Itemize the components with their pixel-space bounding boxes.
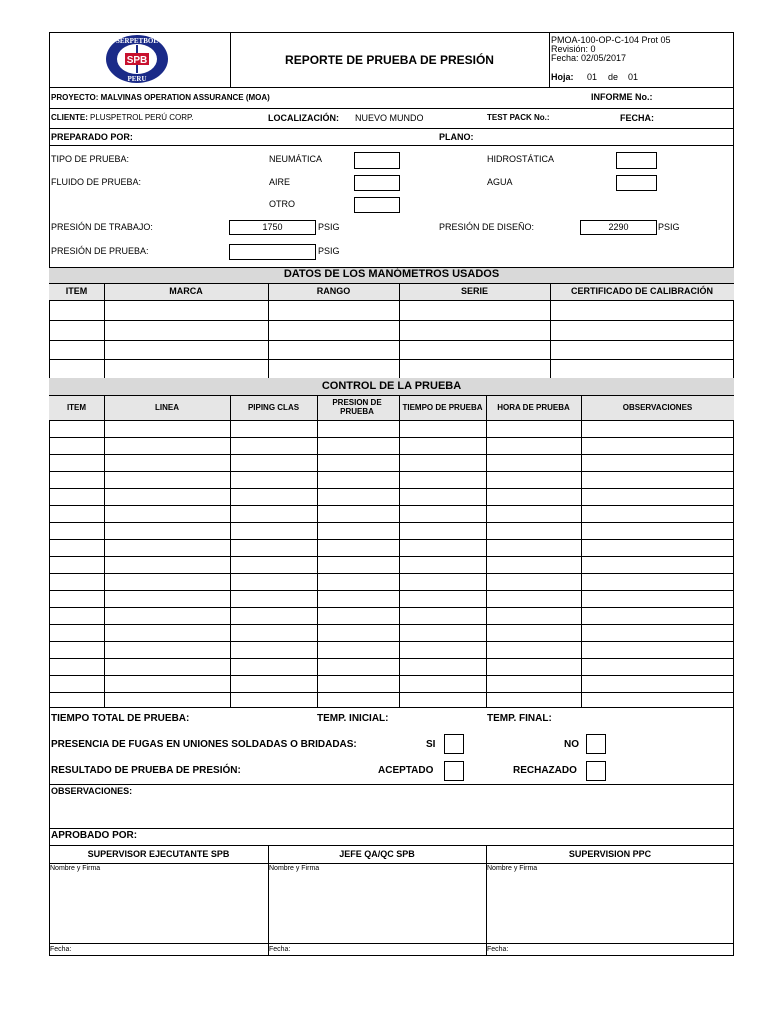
rejected-label: RECHAZADO <box>513 765 577 776</box>
air-checkbox[interactable] <box>354 175 400 191</box>
leaks-label: PRESENCIA DE FUGAS EN UNIONES SOLDADAS O BRIDADAS: <box>51 739 357 750</box>
leaks-no-checkbox[interactable] <box>586 734 606 754</box>
company-logo <box>103 33 171 85</box>
doc-date: Fecha: 02/05/2017 <box>551 53 627 63</box>
table-row <box>49 454 734 455</box>
signature-label: Nombre y Firma <box>50 865 101 872</box>
approval-date-label: Fecha: <box>50 946 72 953</box>
signature-label: Nombre y Firma <box>269 865 320 872</box>
gauges-col-range: RANGO <box>316 286 351 296</box>
divider <box>49 145 734 146</box>
table-row <box>49 692 734 693</box>
hydrostatic-label: HIDROSTÁTICA <box>487 154 555 164</box>
drawing-label: PLANO: <box>439 132 474 142</box>
accepted-checkbox[interactable] <box>444 761 464 781</box>
sheet-of: de <box>608 72 619 82</box>
pressure-test-form <box>49 32 734 956</box>
divider <box>49 863 734 864</box>
divider <box>49 784 734 785</box>
working-pressure-field[interactable]: 1750 <box>229 220 316 235</box>
doc-revision: Revisión: 0 <box>551 44 596 54</box>
column-divider <box>550 283 551 378</box>
air-label: AIRE <box>269 177 291 187</box>
logo-top-text: SERPETBOL <box>115 37 159 45</box>
approval-date-label: Fecha: <box>487 946 509 953</box>
test-type-label: TIPO DE PRUEBA: <box>51 154 130 164</box>
table-row <box>49 359 734 360</box>
design-pressure-unit: PSIG <box>658 222 680 232</box>
pneumatic-label: NEUMÁTICA <box>269 154 323 164</box>
working-pressure-label: PRESIÓN DE TRABAJO: <box>51 222 153 232</box>
column-divider <box>399 283 400 378</box>
table-row <box>49 488 734 489</box>
table-row <box>49 556 734 557</box>
gauges-col-serial: SERIE <box>460 286 488 296</box>
table-row <box>49 420 734 421</box>
control-section-title: CONTROL DE LA PRUEBA <box>321 380 462 392</box>
control-col-test-hour: HORA DE PRUEBA <box>497 403 570 412</box>
table-row <box>49 539 734 540</box>
water-checkbox[interactable] <box>616 175 657 191</box>
leaks-no-label: NO <box>564 739 579 750</box>
table-row <box>49 573 734 574</box>
control-col-item: ITEM <box>66 403 87 412</box>
logo-mid-text: SPB <box>126 55 148 66</box>
control-col-test-time: TIEMPO DE PRUEBA <box>402 403 483 412</box>
column-divider <box>104 283 105 378</box>
header-divider <box>549 32 550 87</box>
test-pressure-field[interactable] <box>229 244 316 260</box>
column-divider <box>317 395 318 707</box>
gauges-col-item: ITEM <box>65 286 88 296</box>
divider <box>49 87 734 88</box>
table-row <box>49 340 734 341</box>
column-divider <box>581 395 582 707</box>
column-divider <box>268 845 269 956</box>
table-row <box>49 437 734 438</box>
table-row <box>49 471 734 472</box>
divider <box>49 128 734 129</box>
column-divider <box>486 845 487 956</box>
sheet-label: Hoja: <box>551 72 574 82</box>
signature-label: Nombre y Firma <box>487 865 538 872</box>
location-value: NUEVO MUNDO <box>355 113 424 123</box>
other-label: OTRO <box>269 199 295 209</box>
divider <box>49 108 734 109</box>
approver-ppc-title: SUPERVISION PPC <box>568 849 652 859</box>
pneumatic-checkbox[interactable] <box>354 152 400 169</box>
doc-code: PMOA-100-OP-C-104 Prot 05 <box>551 35 671 45</box>
initial-temp-label: TEMP. INICIAL: <box>317 713 389 724</box>
column-divider <box>268 283 269 378</box>
hydrostatic-checkbox[interactable] <box>616 152 657 169</box>
control-col-piping-class: PIPING CLAS <box>247 403 300 412</box>
prepared-by-label: PREPARADO POR: <box>51 132 133 142</box>
client-value: PLUSPETROL PERÚ CORP. <box>90 113 194 122</box>
divider <box>49 845 734 846</box>
project-label: PROYECTO: MALVINAS OPERATION ASSURANCE (MOA) <box>51 93 270 102</box>
approver-supervisor-title: SUPERVISOR EJECUTANTE SPB <box>87 849 230 859</box>
gauges-col-calibration: CERTIFICADO DE CALIBRACIÓN <box>571 286 713 296</box>
column-divider <box>104 395 105 707</box>
design-pressure-field[interactable]: 2290 <box>580 220 657 235</box>
working-pressure-unit: PSIG <box>318 222 340 232</box>
table-row <box>49 522 734 523</box>
total-time-label: TIEMPO TOTAL DE PRUEBA: <box>51 713 190 724</box>
design-pressure-label: PRESIÓN DE DISEÑO: <box>439 222 535 232</box>
result-label: RESULTADO DE PRUEBA DE PRESIÓN: <box>51 765 241 776</box>
test-pack-label: TEST PACK No.: <box>487 113 550 122</box>
final-temp-label: TEMP. FINAL: <box>487 713 552 724</box>
table-row <box>49 607 734 608</box>
table-row <box>49 320 734 321</box>
location-label: LOCALIZACIÓN: <box>268 113 339 123</box>
gauges-col-brand: MARCA <box>169 286 203 296</box>
other-checkbox[interactable] <box>354 197 400 213</box>
test-pressure-label: PRESIÓN DE PRUEBA: <box>51 246 149 256</box>
test-fluid-label: FLUIDO DE PRUEBA: <box>51 177 142 187</box>
approval-date-label: Fecha: <box>269 946 291 953</box>
table-row <box>49 658 734 659</box>
gauges-section-title: DATOS DE LOS MANÓMETROS USADOS <box>283 268 500 280</box>
table-row <box>49 300 734 301</box>
approved-by-label: APROBADO POR: <box>51 830 138 841</box>
table-row <box>49 641 734 642</box>
control-col-test-pressure: PRESION DE PRUEBA <box>332 398 382 416</box>
rejected-checkbox[interactable] <box>586 761 606 781</box>
approver-qaqc-title: JEFE QA/QC SPB <box>339 849 415 859</box>
report-number-label: INFORME No.: <box>591 92 653 102</box>
page-title: REPORTE DE PRUEBA DE PRESIÓN <box>285 53 494 67</box>
table-row <box>49 505 734 506</box>
date-label: FECHA: <box>620 113 654 123</box>
column-divider <box>399 395 400 707</box>
test-pressure-unit: PSIG <box>318 246 340 256</box>
table-row <box>49 675 734 676</box>
control-col-observations: OBSERVACIONES <box>622 403 693 412</box>
column-divider <box>230 395 231 707</box>
table-row <box>49 624 734 625</box>
water-label: AGUA <box>487 177 513 187</box>
client-label: CLIENTE: <box>51 113 88 122</box>
control-col-line: LINEA <box>155 403 179 412</box>
sheet-total: 01 <box>628 72 639 82</box>
leaks-yes-checkbox[interactable] <box>444 734 464 754</box>
divider <box>49 943 734 944</box>
logo-bottom-text: PERU <box>127 75 147 83</box>
observations-label: OBSERVACIONES: <box>51 786 133 796</box>
accepted-label: ACEPTADO <box>378 765 434 776</box>
column-divider <box>486 395 487 707</box>
divider <box>49 828 734 829</box>
table-row <box>49 707 734 708</box>
sheet-number: 01 <box>587 72 598 82</box>
table-row <box>49 590 734 591</box>
leaks-yes-label: SI <box>426 739 436 750</box>
